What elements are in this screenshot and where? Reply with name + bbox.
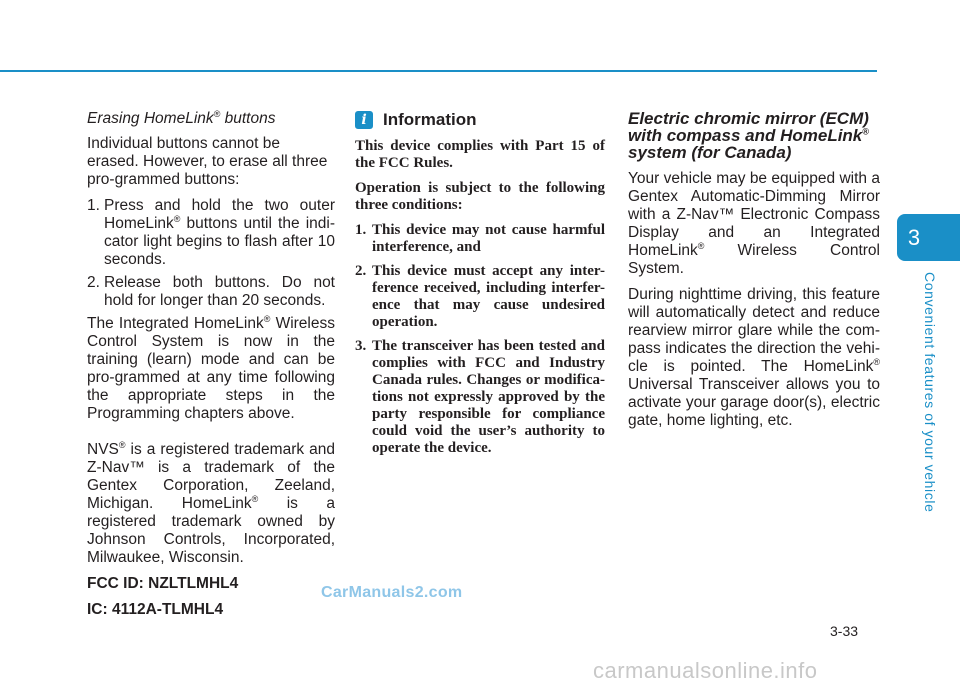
list-text: The transceiver has been tested and complies with FCC and Industry Canada rules. Changes or modifica-tions not expressly approved by the party responsible for compliance could void the user’s authority to operate the device.: [372, 338, 605, 456]
reg-mark: ®: [697, 240, 705, 251]
para2-b: Wireless Control System is now in the training (learn) mode and can be pro-grammed at any time following the appropriate steps in the Programming chapters above.: [87, 315, 335, 422]
subheading-erasing: [87, 110, 335, 128]
reg-mark: ®: [862, 126, 869, 137]
list-number: 2.: [355, 263, 367, 279]
para2-a: The Integrated HomeLink: [87, 315, 264, 332]
fcc-id: FCC ID: NZLTLMHL4: [87, 575, 239, 592]
list-text: [104, 197, 335, 269]
ecm-paragraph: [628, 170, 880, 278]
list-text: Release both buttons. Do not hold for longer than 20 seconds.: [104, 274, 335, 309]
para3-a: NVS: [87, 441, 119, 458]
erase-intro: Individual buttons cannot be erased. However, to erase all three pro-grammed buttons:: [87, 135, 328, 188]
heading-text-a: Electric chromic mirror (ECM) with compass and HomeLink: [628, 109, 869, 145]
list-number: 3.: [355, 338, 367, 354]
column-erasing-homelink: [87, 110, 335, 619]
list-item: [87, 197, 335, 269]
p1-b: Wireless Control System.: [628, 242, 880, 277]
list-item: [355, 222, 605, 256]
p1-a: Your vehicle may be equipped with a Gentex Automatic-Dimming Mirror with a Z-Nav™ Electronic Compass Display and an Integrated HomeLink: [628, 170, 880, 259]
page-number: 3-33: [830, 623, 859, 639]
reg-mark: ®: [118, 439, 126, 450]
ic-number: IC: 4112A-TLMHL4: [87, 601, 224, 618]
watermark-carmanuals2: CarManuals2.com: [321, 584, 463, 601]
p2-b: Universal Transceiver allows you to activate your garage door(s), electric gate, home lighting, etc.: [628, 376, 880, 429]
step1-text-b: buttons until the indi-cator light begins to flash after 10 seconds.: [104, 215, 335, 268]
information-body: [355, 138, 605, 457]
column-ecm-mirror: [628, 110, 880, 430]
heading-text-b: system (for Canada): [628, 143, 792, 162]
watermark-carmanualsonline: carmanualsonline.info: [593, 658, 818, 683]
chapter-number: 3: [907, 225, 921, 250]
information-box: [355, 110, 605, 464]
info-icon: i: [355, 111, 373, 129]
ecm-paragraph: [628, 286, 880, 430]
list-text: This device may not cause harmful interference, and: [372, 222, 605, 255]
chapter-tab: [897, 214, 960, 261]
info-paragraph: This device complies with Part 15 of the FCC Rules.: [355, 138, 605, 171]
para3-b: is a registered trademark and Z-Nav™ is a trademark of the Gentex Corporation, Zeeland, Michigan. HomeLink: [87, 441, 335, 512]
step1-text-a: Press and hold the two outer HomeLink: [104, 197, 335, 232]
subheading-text: Erasing HomeLink: [87, 110, 214, 127]
p2-a: During nighttime driving, this feature will automatically detect and reduce rearview mirror glare while the com-pass indicates the direction the vehi-cle is pointed. The HomeLink: [628, 286, 880, 375]
information-title: Information: [383, 110, 477, 129]
reg-mark: ®: [173, 213, 181, 224]
header-rule: [0, 70, 877, 72]
reg-mark: ®: [873, 356, 880, 367]
list-number: 1.: [355, 222, 367, 238]
information-header: [355, 110, 605, 130]
list-text: This device must accept any inter-ference received, including interfer-ence that may cause undesired operation.: [372, 263, 605, 330]
section-heading: [628, 110, 880, 161]
reg-mark: ®: [263, 313, 271, 324]
para3-c: is a registered trademark owned by Johnson Controls, Incorporated, Milwaukee, Wisconsin.: [87, 495, 335, 566]
reg-mark: ®: [251, 493, 259, 504]
list-item: [87, 274, 335, 310]
info-paragraph: Operation is subject to the following three conditions:: [355, 180, 605, 213]
list-item: [355, 338, 605, 457]
trademark-paragraph: [87, 441, 335, 567]
reg-mark: ®: [213, 108, 221, 119]
chapter-title: Convenient features of your vehicle: [922, 272, 938, 513]
subheading-tail: buttons: [220, 110, 276, 127]
training-mode-paragraph: [87, 315, 335, 423]
list-number: 2.: [87, 274, 100, 291]
list-number: 1.: [87, 197, 100, 214]
list-item: [355, 263, 605, 331]
